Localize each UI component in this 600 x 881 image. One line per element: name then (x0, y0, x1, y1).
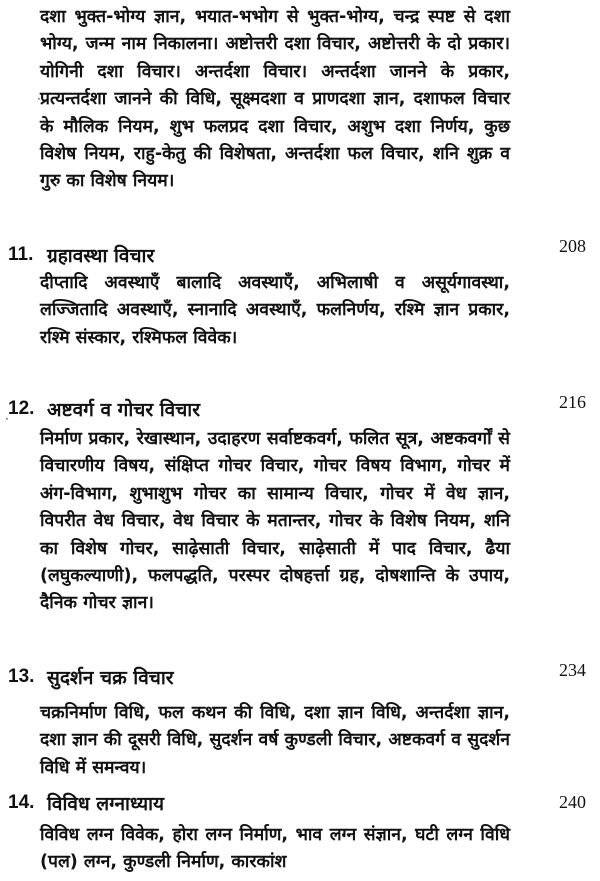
chapter-number: 12. (8, 398, 35, 419)
chapter-topics: निर्माण प्रकार, रेखास्थान, उदाहरण सर्वाष्टकवर्ग, फलित सूत्र, अष्टकवर्गों से विचारणीय विषय, संक्षिप्त गोचर विचार, गोचर विषय विभाग, गोचर में अंग-विभाग, शुभाशुभ गोचर का सामान्य विचार, गोचर में वेध ज्ञान, विपरीत वेध विचार, वेध विचार के मतान्तर, गोचर के विशेष नियम, शनि का विशेष गोचर, साढ़ेसाती विचार, साढ़ेसाती में पाद विचार, ढैया (लघुकल्याणी), फलपद्धति, परस्पर दोषहर्त्ता ग्रह, दोषशान्ति के उपाय, दैनिक गोचर ज्ञान। (40, 429, 510, 614)
chapter-page-number: 234 (559, 660, 586, 680)
chapter-topics: दीप्तादि अवस्थाएँ बालादि अवस्थाएँ, अभिलाषी व असूर्यगावस्था, लज्जितादि अवस्थाएँ, स्नानादि अवस्थाएँ, फलनिर्णय, रश्मि ज्ञान प्रकार, रश्मि संस्कार, रश्मिफल विवेक। (40, 273, 510, 348)
chapter-number: 11. (8, 244, 34, 265)
stray-mark: · (37, 92, 41, 106)
chapter-number: 13. (8, 666, 35, 687)
chapter-title: ग्रहावस्था विचार (47, 245, 155, 267)
intro-paragraph: दशा भुक्त-भोग्य ज्ञान, भयात-भभोग से भुक्त-भोग्य, चन्द्र स्पष्ट से दशा भोग्य, जन्म नाम निकालना। अष्टोत्तरी दशा विचार, अष्टोत्तरी के दो प्रकार। योगिनी दशा विचार। अन्तर्दशा विचार। अन्तर्दशा जानने के प्रकार, प्रत्यन्तर्दशा जानने की विधि, सूक्ष्मदशा व प्राणदशा ज्ञान, दशाफल विचार के मौलिक नियम, शुभ फलप्रद दशा विचार, अशुभ दशा निर्णय, कुछ विशेष नियम, राहु-केतु की विशेषता, अन्तर्दशा फल विचार, शनि शुक्र व गुरु का विशेष नियम। (40, 7, 510, 192)
chapter-title: अष्टवर्ग व गोचर विचार (47, 399, 200, 421)
chapter-number: 14. (8, 792, 35, 813)
chapter-page-number: 240 (559, 792, 586, 812)
chapter-title: सुदर्शन चक्र विचार (47, 667, 174, 689)
chapter-page-number: 208 (559, 236, 586, 256)
chapter-title: विविध लग्नाध्याय (47, 793, 165, 815)
stray-mark: · (5, 412, 9, 426)
chapter-topics: चक्रनिर्माण विधि, फल कथन की विधि, दशा ज्ञान विधि, अन्तर्दशा ज्ञान, दशा ज्ञान की दूसरी विधि, सुदर्शन वर्ष कुण्डली विचार, अष्टकवर्ग व सुदर्शन विधि में समन्वय। (40, 703, 510, 778)
chapter-page-number: 216 (559, 392, 586, 412)
chapter-topics: विविध लग्न विवेक, होरा लग्न निर्माण, भाव लग्न संज्ञान, घटी लग्न विधि (पल) लग्न, कुण्डली निर्माण, कारकांश (40, 825, 510, 873)
